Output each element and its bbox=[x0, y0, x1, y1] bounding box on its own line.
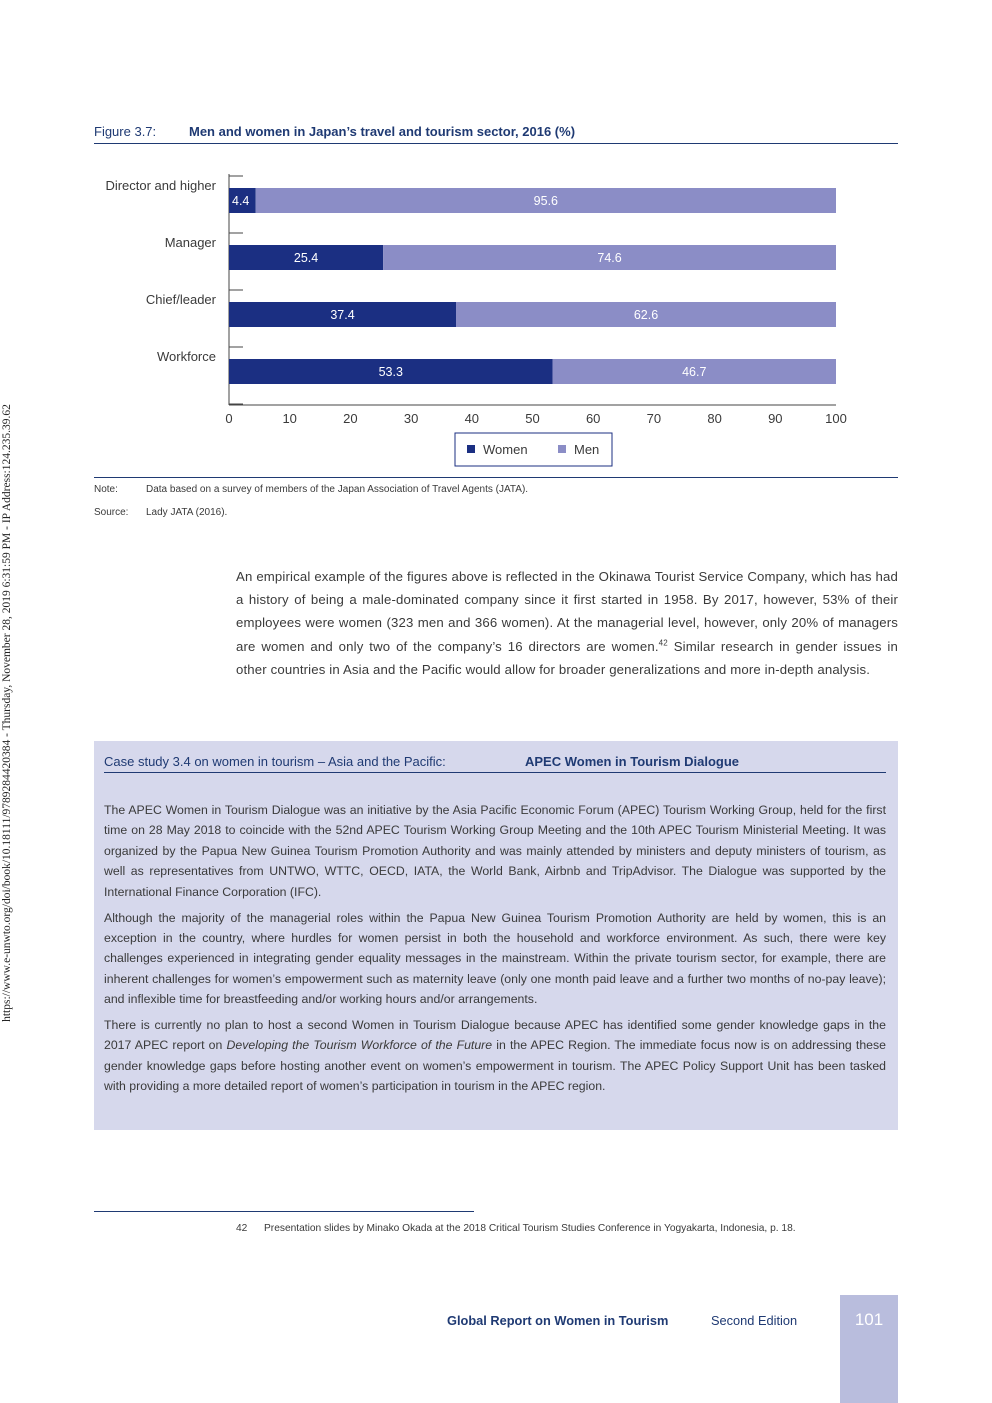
running-footer-edition: Second Edition bbox=[711, 1313, 798, 1328]
page-number: 101 bbox=[854, 1310, 884, 1329]
category-label: Chief/leader bbox=[145, 292, 216, 307]
case-study-paragraph-2: Although the majority of the managerial roles within the Papua New Guinea Tourism Promotion Authority are held by women, this is an exception in the country, where hurdles for women persist in both the household and workforce environment. As such, there were key challenges experienced in integrating gender equality messages in the mainstream. Within the private tourism sector, for example, there are inherent challenges for women’s empowerment such as maternity leave (only one month paid leave and a further two months of no-pay leave); and inflexible time for breastfeeding and/or working hours and/or arrangements. bbox=[104, 910, 886, 1007]
data-label: 74.6 bbox=[597, 251, 622, 265]
case-study-paragraph-3-end: in the APEC Region. The immediate focus now is on addressing these gender knowledge gaps before hosting another event on women’s empowerment in tourism. The APEC Policy Support Unit has been tasked with providing a more detailed report of women’s participation in tourism in the APEC region. bbox=[104, 1038, 886, 1094]
x-tick-label: 40 bbox=[464, 411, 480, 426]
x-tick-label: 90 bbox=[768, 411, 783, 426]
category-label: Manager bbox=[164, 235, 216, 250]
body-paragraph-tail: Similar research in gender issues in other countries in Asia and the Pacific would allow for broader generalizations and more in-depth analysis. bbox=[236, 638, 898, 677]
x-tick-label: 70 bbox=[646, 411, 662, 426]
legend-swatch bbox=[558, 445, 566, 453]
data-label: 53.3 bbox=[378, 365, 403, 379]
case-study-paragraph-3 bbox=[104, 1015, 886, 1097]
case-study-box bbox=[94, 741, 898, 1130]
legend-label: Women bbox=[483, 442, 528, 457]
case-study-label: Case study 3.4 on women in tourism – Asia and the Pacific: bbox=[104, 754, 446, 769]
figure-label: Figure 3.7: bbox=[94, 124, 157, 139]
legend-swatch bbox=[467, 445, 475, 453]
case-study-title: APEC Women in Tourism Dialogue bbox=[525, 754, 740, 769]
x-tick-label: 30 bbox=[403, 411, 419, 426]
body-paragraph bbox=[236, 565, 898, 681]
data-label: 46.7 bbox=[682, 365, 707, 379]
x-tick-label: 10 bbox=[282, 411, 297, 426]
case-study-header bbox=[104, 751, 886, 773]
data-label: 4.4 bbox=[232, 194, 250, 208]
data-label: 62.6 bbox=[633, 308, 659, 322]
source-text: Lady JATA (2016). bbox=[146, 507, 228, 518]
data-label: 37.4 bbox=[330, 308, 355, 322]
footnote bbox=[236, 1223, 796, 1234]
footnote-number: 42 bbox=[236, 1223, 248, 1234]
footnote-rule bbox=[94, 1211, 474, 1212]
x-tick-label: 80 bbox=[707, 411, 722, 426]
x-tick-label: 20 bbox=[343, 411, 358, 426]
note-text: Data based on a survey of members of the Japan Association of Travel Agents (JATA). bbox=[146, 484, 529, 495]
data-label: 25.4 bbox=[293, 251, 319, 265]
category-label: Workforce bbox=[157, 349, 216, 364]
note-label: Note: bbox=[94, 484, 118, 495]
x-tick-label: 60 bbox=[585, 411, 601, 426]
running-footer-title: Global Report on Women in Tourism bbox=[447, 1313, 669, 1328]
figure-title: Men and women in Japan’s travel and tourism sector, 2016 (%) bbox=[189, 124, 576, 139]
case-study-paragraph-3-start: There is currently no plan to host a second Women in Tourism Dialogue because APEC has identified some gender knowledge gaps in the 2017 APEC report on bbox=[104, 1018, 886, 1053]
x-tick-label: 50 bbox=[525, 411, 540, 426]
footnote-text: Presentation slides by Minako Okada at the 2018 Critical Tourism Studies Conference in Yogyakarta, Indonesia, p. 18. bbox=[264, 1223, 796, 1234]
source-label: Source: bbox=[94, 507, 129, 518]
side-watermark-url: https://www.e-unwto.org/doi/book/10.18111/9789284420384 - Thursday, November 28, 2019 6:31:59 PM - IP Address:124.235.39.62 bbox=[1, 404, 13, 1022]
figure-footer-rule bbox=[94, 477, 898, 478]
report-title-italic: Developing the Tourism Workforce of the Future bbox=[226, 1038, 493, 1053]
case-study-paragraph-1: The APEC Women in Tourism Dialogue was an initiative by the Asia Pacific Economic Forum (APEC) Tourism Working Group, held for the first time on 28 May 2018 to coincide with the 52nd APEC Tourism Working Group Meeting and the 10th APEC Tourism Ministerial Meeting. It was organized by the Papua New Guinea Tourism Promotion Authority and was mainly attended by ministers and deputy ministers of tourism, as well as representatives from UNTWO, WTTC, OECD, IATA, the World Bank, Airbnb and TripAdvisor. The Dialogue was supported by the International Finance Corporation (IFC). bbox=[104, 803, 886, 899]
data-label: 95.6 bbox=[533, 194, 559, 208]
footnote-reference[interactable]: 42 bbox=[658, 638, 668, 648]
stacked-bar-chart bbox=[94, 170, 898, 470]
x-tick-label: 0 bbox=[225, 411, 233, 426]
body-paragraph-main: An empirical example of the figures above is reflected in the Okinawa Tourist Service Company, which has had a history of being a male-dominated company since it first started in 1958. By 2017, however, 53% of their employees were women (323 men and 366 women). At the managerial level, however, only 20% of managers are women and only two of the company’s 16 directors are women. bbox=[236, 569, 898, 654]
category-label: Director and higher bbox=[105, 178, 216, 193]
x-tick-label: 100 bbox=[825, 411, 847, 426]
legend-label: Men bbox=[574, 442, 600, 457]
page-number-tab bbox=[840, 1295, 898, 1403]
figure-header bbox=[94, 122, 898, 144]
case-study-body bbox=[104, 800, 886, 1102]
